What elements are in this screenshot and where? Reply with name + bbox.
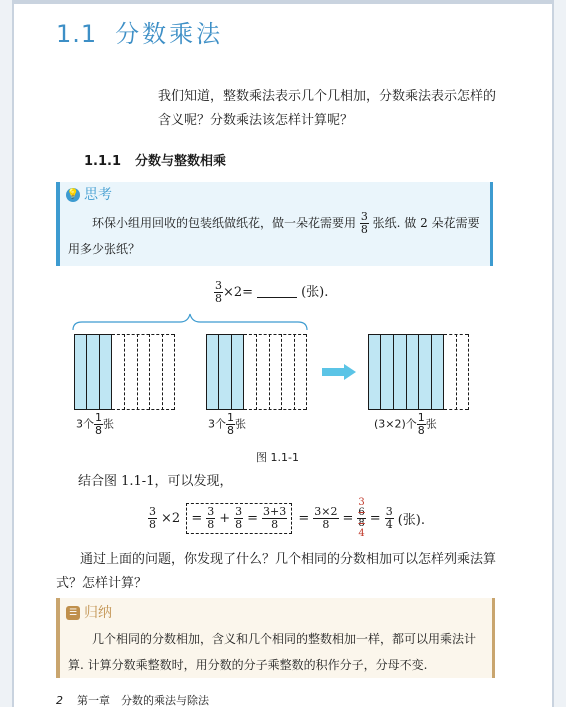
divider [406, 334, 407, 410]
fraction-denominator: 8 [360, 223, 368, 236]
fraction-numerator: 3 [149, 505, 156, 518]
fraction-denominator: 8 [227, 424, 234, 437]
summary-title-label: 归纳 [84, 605, 112, 621]
bar-label-1 [76, 412, 114, 437]
shaded-region [74, 334, 112, 410]
page-left-border [0, 0, 14, 707]
eq2-equals: = [247, 511, 259, 526]
fraction-denominator: 8 [235, 518, 243, 531]
eq2-equals: = [369, 511, 381, 526]
fraction-denominator: 8 [95, 424, 102, 437]
fraction-denominator: 8 [271, 518, 279, 531]
fraction-bar-2 [206, 334, 306, 410]
fraction-numerator: 3×2 [314, 505, 338, 518]
dashed-divider [294, 334, 307, 410]
book-icon: ☰ [66, 606, 80, 620]
arrow-right-icon [322, 364, 356, 380]
intro-paragraph: 我们知道，整数乘法表示几个几相加，分数乘法表示怎样的含义呢？分数乘法该怎样计算呢？ [158, 89, 497, 128]
think-title [66, 184, 112, 204]
eq1-operator: ×2= [223, 285, 254, 300]
label-prefix: 3个 [208, 417, 226, 431]
think-text-before: 环保小组用回收的包装纸做纸花，做一朵花需要用 [92, 216, 357, 230]
fraction-numerator: 3 [215, 279, 222, 292]
dashed-divider [456, 334, 469, 410]
shaded-region [206, 334, 244, 410]
page-right-border [552, 0, 566, 707]
summary-text-content: 几个相同的分数相加，含义和几个相同的整数相加一样，都可以用乘法计算. 计算分数乘整数时，用分数的分子乘整数的积作分子，分母不变. [68, 632, 477, 672]
reduced-denominator: 4 [358, 528, 365, 539]
divider [231, 334, 232, 410]
eq2-fraction-reduce [357, 498, 365, 539]
divider [431, 334, 432, 410]
lightbulb-icon: 💡 [66, 189, 80, 200]
fraction-numerator: 3 [360, 210, 368, 223]
fraction-numerator: 6 [358, 507, 365, 518]
chapter-title: 第一章 分数的乘法与除法 [77, 694, 209, 707]
eq2-fraction-a [148, 506, 157, 531]
think-text-after: 张纸. 做 2 朵花需要用多少张纸？ [68, 216, 480, 256]
think-text [68, 210, 486, 262]
think-fraction [360, 211, 369, 236]
dashed-divider [281, 334, 295, 410]
divider [393, 334, 394, 410]
eq2-plus: + [219, 511, 231, 526]
fraction-denominator: 8 [207, 518, 215, 531]
question-paragraph [56, 548, 496, 596]
bar-label-3 [374, 412, 437, 437]
discover-text: 结合图 1.1-1，可以发现， [78, 474, 233, 489]
label-fraction [226, 412, 235, 437]
divider [380, 334, 381, 410]
label-prefix: (3×2)个 [374, 417, 417, 431]
fraction-denominator: 8 [358, 518, 365, 529]
eq2-unit: (张). [397, 513, 425, 528]
eq2-equals: = [191, 511, 203, 526]
fraction-numerator: 1 [227, 411, 234, 424]
section-title-text: 分数乘法 [115, 20, 224, 48]
eq2-fraction-c [262, 506, 287, 531]
summary-title [66, 602, 112, 622]
fraction-denominator: 4 [385, 518, 393, 531]
dashed-divider [149, 334, 163, 410]
fraction-numerator: 1 [95, 411, 102, 424]
label-fraction [417, 412, 426, 437]
divider [99, 334, 100, 410]
fraction-numerator: 3 [235, 505, 243, 518]
fraction-denominator: 8 [215, 292, 222, 305]
question-text: 通过上面的问题，你发现了什么？几个相同的分数相加可以怎样列乘法算式？怎样计算？ [56, 552, 497, 591]
label-suffix: 张 [425, 417, 437, 431]
fraction-numerator: 3+3 [263, 505, 287, 518]
label-suffix: 张 [235, 417, 246, 431]
curly-brace [72, 312, 308, 332]
fraction-numerator: 3 [207, 505, 215, 518]
divider [86, 334, 87, 410]
eq2-fraction-f [385, 506, 394, 531]
label-prefix: 3个 [76, 417, 94, 431]
figure-caption: 图 1.1-1 [256, 451, 299, 464]
equation-blank [214, 280, 328, 305]
answer-blank [257, 287, 297, 298]
fraction-bar-3 [368, 334, 468, 410]
eq2-equals: = [298, 511, 310, 526]
derivation-equation [146, 498, 427, 542]
page-number: 2 [56, 694, 63, 707]
eq2-fraction-b1 [206, 506, 215, 531]
subsection-heading [84, 150, 226, 169]
fraction-numerator: 3 [385, 505, 393, 518]
page-top-border [0, 0, 566, 4]
section-title [56, 14, 223, 49]
eq1-fraction [214, 280, 223, 305]
fraction-numerator: 1 [417, 411, 425, 424]
summary-text [68, 626, 488, 678]
dashed-divider [124, 334, 138, 410]
think-box [56, 182, 493, 266]
page-footer [56, 692, 209, 708]
eq2-fraction-b2 [234, 506, 243, 531]
reduced-numerator: 3 [358, 497, 365, 508]
eq1-unit: (张). [301, 285, 329, 300]
eq2-fraction-d [313, 506, 338, 531]
divider [218, 334, 219, 410]
dashed-highlight-box [186, 503, 292, 534]
fraction-denominator: 8 [322, 518, 330, 531]
fraction-denominator: 8 [149, 518, 156, 531]
label-fraction [94, 412, 103, 437]
subsection-title: 分数与整数相乘 [135, 154, 227, 169]
bar-label-2 [208, 412, 246, 437]
fraction-denominator: 8 [417, 424, 425, 437]
divider [418, 334, 419, 410]
subsection-number: 1.1.1 [84, 154, 122, 169]
dashed-divider [162, 334, 175, 410]
section-number: 1.1 [56, 20, 98, 48]
eq2-equals: = [342, 511, 354, 526]
label-suffix: 张 [103, 417, 114, 431]
eq2-times: ×2 [161, 511, 181, 526]
dashed-divider [256, 334, 270, 410]
fraction-bar-1 [74, 334, 174, 410]
think-title-label: 思考 [84, 187, 112, 203]
summary-box [56, 598, 495, 678]
